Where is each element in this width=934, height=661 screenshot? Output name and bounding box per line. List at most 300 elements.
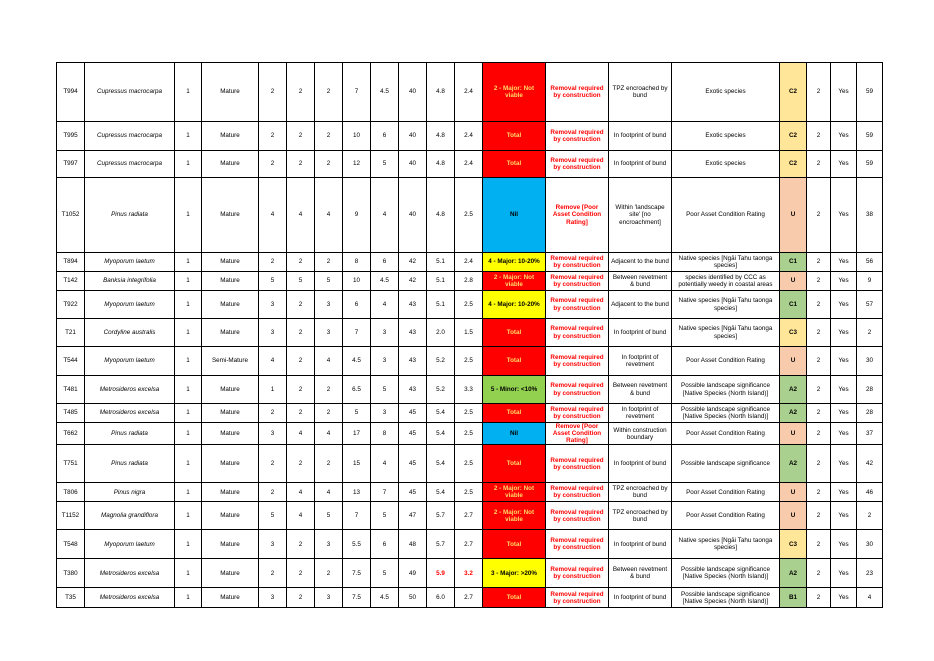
value-rating: 2	[807, 559, 831, 588]
reference-number: 38	[857, 178, 883, 253]
table-row	[57, 502, 883, 530]
table-row	[57, 319, 883, 347]
impact-reason: Adjacent to the bund	[609, 253, 672, 272]
table-row	[57, 445, 883, 483]
rating-b: 4	[287, 178, 315, 253]
reference-number: 59	[857, 122, 883, 151]
age-class: Mature	[202, 376, 259, 404]
chainage: 40	[399, 178, 427, 253]
reference-number: 59	[857, 151, 883, 178]
tpz-radius: 5.7	[427, 502, 455, 530]
reference-number: 30	[857, 530, 883, 559]
significance-notes: Poor Asset Condition Rating	[672, 502, 780, 530]
tree-id: T922	[57, 291, 85, 319]
required-action: Remove [Poor Asset Condition Rating]	[546, 178, 609, 253]
tree-class: A2	[780, 559, 807, 588]
age-class: Mature	[202, 502, 259, 530]
height: 7.5	[343, 559, 371, 588]
spread: 5	[371, 151, 399, 178]
tree-id: T380	[57, 559, 85, 588]
height: 7.5	[343, 588, 371, 608]
rating-b: 4	[287, 502, 315, 530]
impact-reason: In footprint of revetment	[609, 404, 672, 423]
tree-class: C1	[780, 291, 807, 319]
required-action: Removal required by construction	[546, 404, 609, 423]
reference-number: 4	[857, 588, 883, 608]
retain-flag: Yes	[831, 151, 857, 178]
table-row	[57, 559, 883, 588]
rating-b: 2	[287, 404, 315, 423]
required-action: Removal required by construction	[546, 445, 609, 483]
age-class: Mature	[202, 445, 259, 483]
tree-id: T662	[57, 423, 85, 445]
table-row	[57, 404, 883, 423]
retain-flag: Yes	[831, 423, 857, 445]
tree-assessment-table	[56, 62, 883, 608]
rating-c: 5	[315, 502, 343, 530]
tree-count: 1	[175, 502, 202, 530]
impact-level: 2 - Major: Not viable	[483, 63, 546, 122]
reference-number: 28	[857, 376, 883, 404]
significance-notes: Native species [Ngāi Tahu taonga species]	[672, 319, 780, 347]
chainage: 45	[399, 423, 427, 445]
impact-level: 2 - Major: Not viable	[483, 483, 546, 502]
height: 7	[343, 319, 371, 347]
tree-id: T1152	[57, 502, 85, 530]
species-name: Myoporum laetum	[85, 253, 175, 272]
retain-flag: Yes	[831, 122, 857, 151]
tree-class: C3	[780, 530, 807, 559]
reference-number: 42	[857, 445, 883, 483]
significance-notes: Exotic species	[672, 151, 780, 178]
tpz-radius: 5.1	[427, 272, 455, 291]
tree-class: U	[780, 502, 807, 530]
age-class: Mature	[202, 588, 259, 608]
tree-id: T1052	[57, 178, 85, 253]
species-name: Myoporum laetum	[85, 530, 175, 559]
species-name: Pinus nigra	[85, 483, 175, 502]
tpz-radius: 4.8	[427, 178, 455, 253]
tree-class: A2	[780, 404, 807, 423]
impact-level: Total	[483, 122, 546, 151]
table-row	[57, 253, 883, 272]
tree-id: T994	[57, 63, 85, 122]
rating-c: 2	[315, 376, 343, 404]
height: 8	[343, 253, 371, 272]
required-action: Removal required by construction	[546, 588, 609, 608]
chainage: 45	[399, 483, 427, 502]
tpz-radius: 5.1	[427, 253, 455, 272]
rating-a: 1	[259, 376, 287, 404]
rating-b: 4	[287, 423, 315, 445]
species-name: Metrosideros excelsa	[85, 588, 175, 608]
tpz-radius: 5.9	[427, 559, 455, 588]
rating-a: 5	[259, 272, 287, 291]
tpz-radius: 2.0	[427, 319, 455, 347]
impact-reason: TPZ encroached by bund	[609, 502, 672, 530]
species-name: Banksia integrifolia	[85, 272, 175, 291]
age-class: Mature	[202, 404, 259, 423]
tpz-radius: 5.4	[427, 445, 455, 483]
rating-b: 2	[287, 530, 315, 559]
required-action: Removal required by construction	[546, 122, 609, 151]
spread: 5	[371, 502, 399, 530]
retain-flag: Yes	[831, 253, 857, 272]
height: 5.5	[343, 530, 371, 559]
height: 7	[343, 63, 371, 122]
height: 9	[343, 178, 371, 253]
reference-number: 56	[857, 253, 883, 272]
impact-level: 4 - Major: 10-20%	[483, 253, 546, 272]
species-name: Myoporum laetum	[85, 347, 175, 376]
age-class: Mature	[202, 423, 259, 445]
reference-number: 37	[857, 423, 883, 445]
rating-a: 4	[259, 178, 287, 253]
rating-a: 4	[259, 347, 287, 376]
height: 6.5	[343, 376, 371, 404]
tree-class: U	[780, 272, 807, 291]
value-rating: 2	[807, 588, 831, 608]
species-name: Metrosideros excelsa	[85, 404, 175, 423]
retain-flag: Yes	[831, 404, 857, 423]
impact-reason: In footprint of bund	[609, 445, 672, 483]
age-class: Mature	[202, 253, 259, 272]
chainage: 49	[399, 559, 427, 588]
age-class: Mature	[202, 272, 259, 291]
tree-class: U	[780, 483, 807, 502]
tree-id: T997	[57, 151, 85, 178]
rating-b: 2	[287, 559, 315, 588]
srz-radius: 3.3	[455, 376, 483, 404]
table-row	[57, 272, 883, 291]
chainage: 40	[399, 63, 427, 122]
srz-radius: 2.5	[455, 445, 483, 483]
retain-flag: Yes	[831, 291, 857, 319]
table-row	[57, 63, 883, 122]
required-action: Removal required by construction	[546, 559, 609, 588]
retain-flag: Yes	[831, 319, 857, 347]
significance-notes: Possible landscape significance [Native Species (North Island)]	[672, 376, 780, 404]
srz-radius: 2.5	[455, 483, 483, 502]
retain-flag: Yes	[831, 588, 857, 608]
chainage: 47	[399, 502, 427, 530]
significance-notes: Poor Asset Condition Rating	[672, 423, 780, 445]
tree-count: 1	[175, 588, 202, 608]
reference-number: 9	[857, 272, 883, 291]
species-name: Metrosideros excelsa	[85, 559, 175, 588]
tree-count: 1	[175, 63, 202, 122]
retain-flag: Yes	[831, 530, 857, 559]
required-action: Removal required by construction	[546, 151, 609, 178]
rating-c: 2	[315, 63, 343, 122]
tree-count: 1	[175, 347, 202, 376]
impact-reason: In footprint of bund	[609, 151, 672, 178]
impact-level: Total	[483, 404, 546, 423]
tree-id: T481	[57, 376, 85, 404]
species-name: Cordyline australis	[85, 319, 175, 347]
retain-flag: Yes	[831, 502, 857, 530]
significance-notes: Poor Asset Condition Rating	[672, 178, 780, 253]
spread: 5	[371, 559, 399, 588]
value-rating: 2	[807, 178, 831, 253]
required-action: Removal required by construction	[546, 63, 609, 122]
significance-notes: Exotic species	[672, 122, 780, 151]
tree-count: 1	[175, 423, 202, 445]
rating-b: 2	[287, 347, 315, 376]
age-class: Mature	[202, 559, 259, 588]
reference-number: 59	[857, 63, 883, 122]
rating-b: 2	[287, 122, 315, 151]
rating-c: 2	[315, 559, 343, 588]
significance-notes: Possible landscape significance [Native Species (North Island)]	[672, 404, 780, 423]
value-rating: 2	[807, 347, 831, 376]
value-rating: 2	[807, 63, 831, 122]
required-action: Removal required by construction	[546, 502, 609, 530]
spread: 7	[371, 483, 399, 502]
rating-b: 2	[287, 291, 315, 319]
tpz-radius: 5.7	[427, 530, 455, 559]
significance-notes: Exotic species	[672, 63, 780, 122]
species-name: Myoporum laetum	[85, 291, 175, 319]
tree-count: 1	[175, 253, 202, 272]
tree-class: A2	[780, 445, 807, 483]
spread: 4	[371, 291, 399, 319]
impact-reason: In footprint of bund	[609, 319, 672, 347]
value-rating: 2	[807, 272, 831, 291]
table-row	[57, 376, 883, 404]
species-name: Cupressus macrocarpa	[85, 122, 175, 151]
species-name: Cupressus macrocarpa	[85, 151, 175, 178]
impact-level: Total	[483, 151, 546, 178]
impact-level: Total	[483, 347, 546, 376]
reference-number: 57	[857, 291, 883, 319]
retain-flag: Yes	[831, 272, 857, 291]
tree-class: C2	[780, 122, 807, 151]
height: 12	[343, 151, 371, 178]
srz-radius: 2.7	[455, 502, 483, 530]
srz-radius: 2.4	[455, 253, 483, 272]
tree-class: B1	[780, 588, 807, 608]
spread: 6	[371, 530, 399, 559]
tree-id: T21	[57, 319, 85, 347]
impact-reason: Between revetment & bund	[609, 272, 672, 291]
chainage: 42	[399, 253, 427, 272]
chainage: 43	[399, 376, 427, 404]
value-rating: 2	[807, 376, 831, 404]
tpz-radius: 5.4	[427, 423, 455, 445]
significance-notes: Poor Asset Condition Rating	[672, 347, 780, 376]
rating-c: 2	[315, 122, 343, 151]
tree-count: 1	[175, 559, 202, 588]
table-row	[57, 588, 883, 608]
required-action: Remove [Poor Asset Condition Rating]	[546, 423, 609, 445]
impact-level: Nil	[483, 423, 546, 445]
tree-class: U	[780, 347, 807, 376]
rating-b: 2	[287, 588, 315, 608]
rating-c: 2	[315, 404, 343, 423]
rating-a: 3	[259, 319, 287, 347]
spread: 4	[371, 178, 399, 253]
value-rating: 2	[807, 530, 831, 559]
rating-a: 2	[259, 483, 287, 502]
tree-class: U	[780, 423, 807, 445]
tree-class: C2	[780, 63, 807, 122]
height: 17	[343, 423, 371, 445]
height: 5	[343, 404, 371, 423]
reference-number: 28	[857, 404, 883, 423]
impact-reason: Within 'landscape site' [no encroachment]	[609, 178, 672, 253]
impact-level: Total	[483, 445, 546, 483]
tree-id: T751	[57, 445, 85, 483]
tree-count: 1	[175, 445, 202, 483]
rating-b: 4	[287, 483, 315, 502]
impact-reason: TPZ encroached by bund	[609, 483, 672, 502]
rating-a: 3	[259, 530, 287, 559]
table-row	[57, 423, 883, 445]
srz-radius: 2.8	[455, 272, 483, 291]
rating-b: 2	[287, 151, 315, 178]
srz-radius: 2.7	[455, 588, 483, 608]
srz-radius: 2.7	[455, 530, 483, 559]
impact-level: 2 - Major: Not viable	[483, 272, 546, 291]
height: 7	[343, 502, 371, 530]
table-row	[57, 151, 883, 178]
spread: 3	[371, 319, 399, 347]
tree-class: C2	[780, 151, 807, 178]
tree-class: A2	[780, 376, 807, 404]
impact-level: Total	[483, 319, 546, 347]
tpz-radius: 6.0	[427, 588, 455, 608]
age-class: Mature	[202, 530, 259, 559]
tpz-radius: 5.4	[427, 404, 455, 423]
rating-a: 3	[259, 423, 287, 445]
tree-id: T35	[57, 588, 85, 608]
rating-c: 5	[315, 272, 343, 291]
srz-radius: 2.5	[455, 423, 483, 445]
age-class: Semi-Mature	[202, 347, 259, 376]
reference-number: 23	[857, 559, 883, 588]
tree-count: 1	[175, 151, 202, 178]
impact-reason: In footprint of bund	[609, 588, 672, 608]
spread: 3	[371, 347, 399, 376]
spread: 3	[371, 404, 399, 423]
rating-a: 2	[259, 63, 287, 122]
srz-radius: 3.2	[455, 559, 483, 588]
value-rating: 2	[807, 502, 831, 530]
chainage: 50	[399, 588, 427, 608]
species-name: Pinus radiata	[85, 178, 175, 253]
rating-c: 3	[315, 291, 343, 319]
value-rating: 2	[807, 404, 831, 423]
age-class: Mature	[202, 178, 259, 253]
rating-a: 3	[259, 291, 287, 319]
chainage: 42	[399, 272, 427, 291]
impact-level: Total	[483, 588, 546, 608]
rating-c: 3	[315, 588, 343, 608]
rating-b: 2	[287, 319, 315, 347]
retain-flag: Yes	[831, 347, 857, 376]
significance-notes: Possible landscape significance [Native Species (North Island)]	[672, 588, 780, 608]
rating-b: 5	[287, 272, 315, 291]
tree-count: 1	[175, 483, 202, 502]
tree-id: T894	[57, 253, 85, 272]
impact-reason: In footprint of bund	[609, 122, 672, 151]
chainage: 45	[399, 404, 427, 423]
impact-reason: TPZ encroached by bund	[609, 63, 672, 122]
rating-b: 2	[287, 376, 315, 404]
reference-number: 46	[857, 483, 883, 502]
spread: 4.5	[371, 588, 399, 608]
reference-number: 2	[857, 319, 883, 347]
rating-c: 4	[315, 347, 343, 376]
rating-b: 2	[287, 63, 315, 122]
tree-count: 1	[175, 404, 202, 423]
tree-id: T806	[57, 483, 85, 502]
srz-radius: 2.5	[455, 404, 483, 423]
value-rating: 2	[807, 423, 831, 445]
retain-flag: Yes	[831, 483, 857, 502]
significance-notes: Native species [Ngāi Tahu taonga species]	[672, 530, 780, 559]
value-rating: 2	[807, 253, 831, 272]
significance-notes: Native species [Ngāi Tahu taonga species]	[672, 291, 780, 319]
required-action: Removal required by construction	[546, 347, 609, 376]
tpz-radius: 5.2	[427, 347, 455, 376]
value-rating: 2	[807, 291, 831, 319]
rating-a: 2	[259, 122, 287, 151]
species-name: Cupressus macrocarpa	[85, 63, 175, 122]
rating-c: 2	[315, 445, 343, 483]
rating-c: 4	[315, 423, 343, 445]
tree-id: T548	[57, 530, 85, 559]
retain-flag: Yes	[831, 559, 857, 588]
retain-flag: Yes	[831, 178, 857, 253]
age-class: Mature	[202, 63, 259, 122]
tree-id: T544	[57, 347, 85, 376]
srz-radius: 2.4	[455, 122, 483, 151]
height: 10	[343, 272, 371, 291]
required-action: Removal required by construction	[546, 376, 609, 404]
age-class: Mature	[202, 291, 259, 319]
table-row	[57, 530, 883, 559]
spread: 5	[371, 376, 399, 404]
chainage: 40	[399, 151, 427, 178]
spread: 4.5	[371, 63, 399, 122]
rating-a: 5	[259, 502, 287, 530]
tree-class: U	[780, 178, 807, 253]
required-action: Removal required by construction	[546, 291, 609, 319]
srz-radius: 2.4	[455, 63, 483, 122]
impact-reason: In footprint of bund	[609, 530, 672, 559]
impact-level: 4 - Major: 10-20%	[483, 291, 546, 319]
age-class: Mature	[202, 122, 259, 151]
impact-level: Total	[483, 530, 546, 559]
tpz-radius: 4.8	[427, 122, 455, 151]
srz-radius: 2.5	[455, 178, 483, 253]
spread: 6	[371, 122, 399, 151]
rating-c: 2	[315, 253, 343, 272]
rating-c: 3	[315, 319, 343, 347]
height: 4.5	[343, 347, 371, 376]
srz-radius: 2.4	[455, 151, 483, 178]
chainage: 43	[399, 291, 427, 319]
tpz-radius: 5.1	[427, 291, 455, 319]
species-name: Pinus radiata	[85, 445, 175, 483]
tpz-radius: 5.2	[427, 376, 455, 404]
retain-flag: Yes	[831, 376, 857, 404]
rating-a: 2	[259, 445, 287, 483]
chainage: 43	[399, 347, 427, 376]
impact-level: 3 - Major: >20%	[483, 559, 546, 588]
